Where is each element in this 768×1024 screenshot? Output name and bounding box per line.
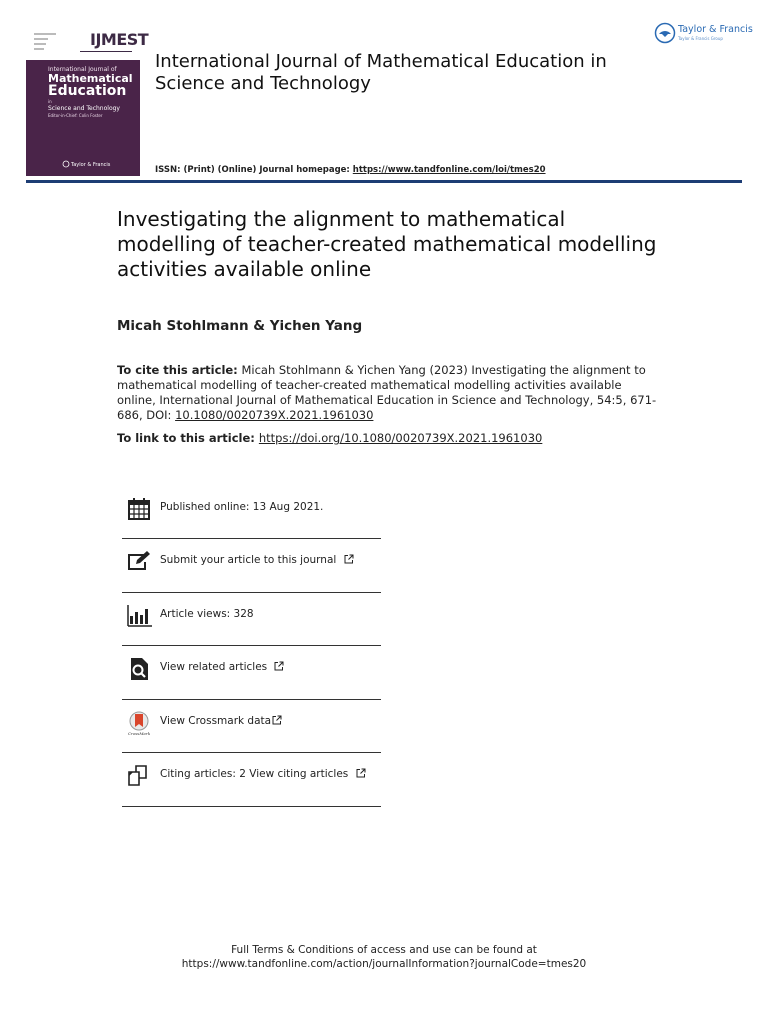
journal-cover[interactable] — [26, 60, 140, 176]
cover-line-1: International Journal of — [48, 66, 117, 73]
cite-doi-link[interactable]: 10.1080/0020739X.2021.1961030 — [175, 408, 374, 422]
document-search-icon — [126, 656, 152, 682]
article-views-row — [122, 593, 381, 647]
cover-line-4: in — [48, 99, 52, 104]
cover-line-3: Education — [48, 83, 127, 99]
published-date: Published online: 13 Aug 2021. — [160, 501, 324, 513]
link-label: To link to this article: — [117, 431, 255, 445]
article-views: Article views: 328 — [160, 607, 254, 620]
edit-icon — [126, 549, 152, 575]
ijmest-logo: IJMEST — [90, 30, 149, 49]
journal-homepage-link[interactable]: https://www.tandfonline.com/loi/tmes20 — [352, 165, 546, 175]
svg-text:CrossMark: CrossMark — [127, 730, 151, 736]
footer-terms — [0, 943, 768, 971]
cite-text: Micah Stohlmann & Yichen Yang (2023) Investigating the alignment to mathematical modelling of teacher-created mathematical modelling activities available online, International Journal of Mathematical Education in Science and Technology, 54:5, 671-686, DOI: — [117, 363, 657, 422]
calendar-icon — [126, 496, 152, 522]
footer-line-1: Full Terms & Conditions of access and use can be found at — [231, 944, 537, 956]
crossmark-label: View Crossmark data — [160, 714, 272, 727]
article-title: Investigating the alignment to mathematical modelling of teacher-created mathematical modelling activities available online — [117, 207, 657, 281]
cover-line-5: Science and Technology — [48, 105, 120, 112]
ijmest-logo-rule — [80, 51, 132, 52]
external-link-icon — [274, 661, 284, 671]
citing-articles-label: Citing articles: 2 View citing articles — [160, 768, 349, 780]
journal-meta-marks — [34, 33, 64, 53]
related-articles-label: View related articles — [160, 661, 268, 673]
external-link-icon — [356, 768, 366, 778]
cite-label: To cite this article: — [117, 363, 238, 377]
article-authors: Micah Stohlmann & Yichen Yang — [117, 318, 363, 334]
bar-chart-icon — [126, 603, 152, 629]
submit-article-label: Submit your article to this journal — [160, 554, 337, 566]
external-link-icon — [272, 715, 282, 725]
submit-article-row[interactable] — [122, 539, 381, 593]
issn-label: ISSN: (Print) (Online) Journal homepage: — [155, 165, 350, 175]
citing-documents-icon — [126, 763, 152, 789]
crossmark-row[interactable] — [122, 700, 381, 754]
journal-title: International Journal of Mathematical Education in Science and Technology — [155, 51, 607, 94]
article-info-list — [122, 486, 381, 807]
external-link-icon — [344, 554, 354, 564]
citing-articles-row[interactable] — [122, 753, 381, 807]
taylor-francis-logo[interactable] — [654, 22, 753, 46]
cover-line-6: Editor-in-Chief: Colin Foster — [48, 113, 103, 118]
cover-line-2: Mathematical — [48, 72, 133, 85]
related-articles-row[interactable] — [122, 646, 381, 700]
svg-text:Taylor & Francis: Taylor & Francis — [71, 162, 111, 168]
article-doi-link[interactable]: https://doi.org/10.1080/0020739X.2021.1961030 — [258, 431, 543, 445]
issn-line — [155, 165, 546, 175]
crossmark-icon — [126, 710, 152, 736]
publisher-name: Taylor & Francis — [678, 24, 753, 35]
footer-terms-link[interactable]: https://www.tandfonline.com/action/journalInformation?journalCode=tmes20 — [181, 958, 587, 970]
header-rule — [26, 180, 742, 183]
article-link-line — [117, 431, 657, 446]
cover-publisher-logo — [62, 160, 111, 168]
publisher-group: Taylor & Francis Group — [678, 36, 723, 41]
citation-block — [117, 363, 657, 423]
taylor-francis-icon — [654, 22, 676, 44]
published-row — [122, 486, 381, 539]
